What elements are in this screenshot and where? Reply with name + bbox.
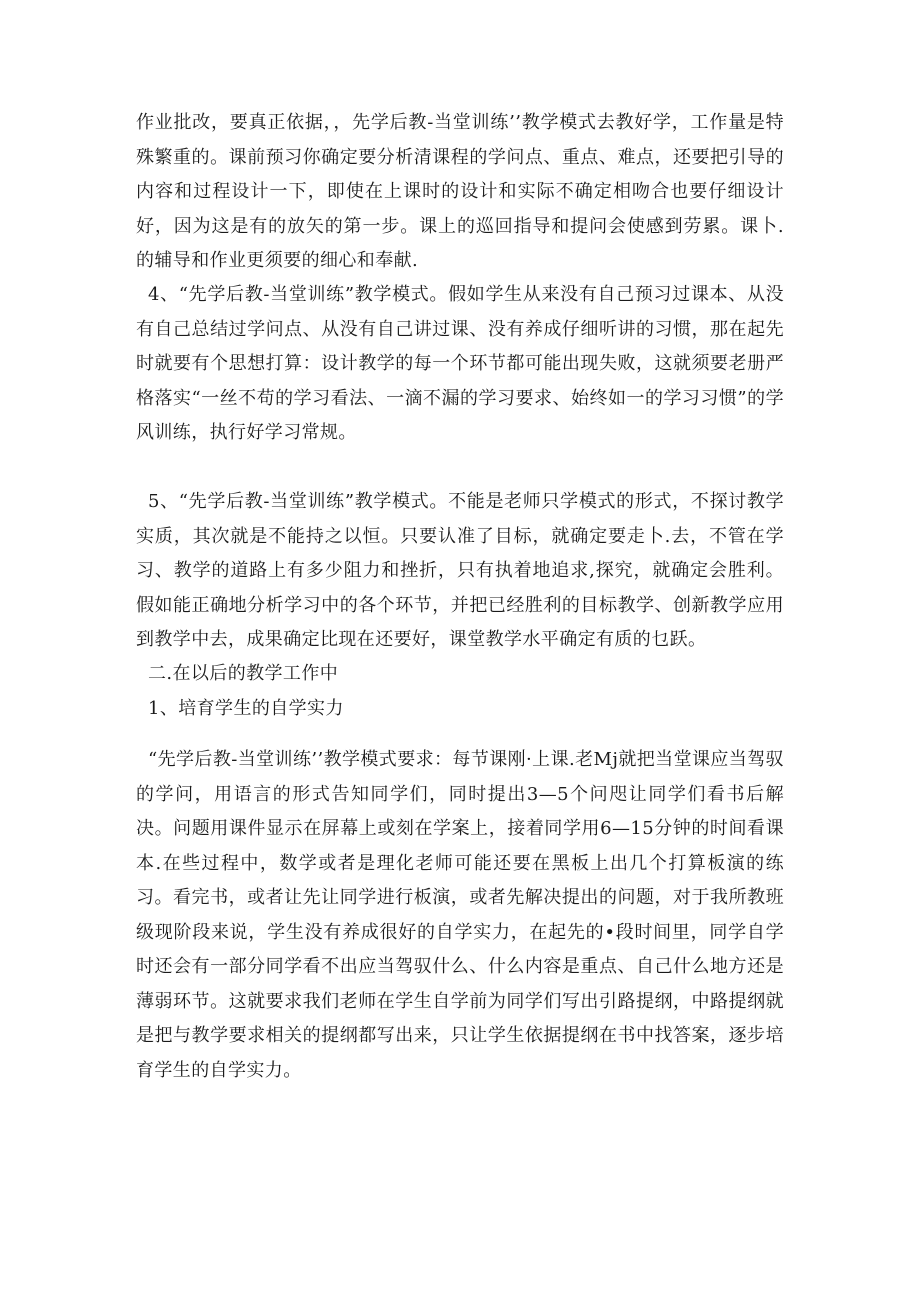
paragraph-point-4: 4、“先学后教-当堂训练”教学模式。假如学生从来没有自己预习过课本、从没有自己总结过学问点、从没有自己讲过课、没有养成仔细听讲的习惯，那在起先时就要有个思想打算：设计教学的每一个环节都可能出现失败，这就须要老册严格落实“一丝不苟的学习看法、一滴不漏的学习要求、始终如一的学习习惯”的学风训练，执行好学习常规。	[136, 284, 784, 443]
paragraph-self-study: “先学后教-当堂训练’’教学模式要求：每节课刚·上课.老Mj就把当堂课应当驾驭的学问，用语言的形式告知同学们，同时提出3—5个问咫让同学们看书后解决。问题用课件显示在屏幕上或刻在学案上，接着同学用6—15分钟的时间看课本.在些过程中，数学或者是理化老师可能还要在黑板上出几个打算板演的练习。看完书，或者让先让同学进行板演，或者先解决提出的问题，对于我所教班级现阶段来说，学生没有养成很好的自学实力，在起先的•段时间里，同学自学时还会有一部分同学看不出应当驾驭什么、什么内容是重点、自己什么地方还是薄弱环节。这就要求我们老师在学生自学前为同学们写出引路提纲，中路提纲就是把与教学要求相关的提纲都写出来，只让学生依据提纲在书中找答案，逐步培育学生的自学实力。	[136, 749, 784, 1081]
paragraph-workload: 作业批改，要真正依据，，先学后教-当堂训练’’教学模式去教好学，工作量是特殊繁重的。课前预习你确定要分析清课程的学问点、重点、难点，还要把引导的内容和过程设计一下，即使在上课时的设计和实际不确定相吻合也要仔细设计好，因为这是有的放矢的第一步。课上的巡回指导和提问会使感到劳累。课卜.的辅导和作业更须要的细心和奉献.	[136, 112, 784, 271]
subsection-heading-1: 1、培育学生的自学实力	[148, 698, 344, 719]
section-heading-2: 二.在以后的教学工作中	[148, 663, 339, 684]
paragraph-point-5: 5、“先学后教-当堂训练”教学模式。不能是老师只学模式的形式，不探讨教学实质，其次就是不能持之以恒。只要认准了目标，就确定要走卜.去，不管在学习、教学的道路上有多少阻力和挫折，只有执着地追求,探究，就确定会胜利。假如能正确地分析学习中的各个环节，并把已经胜利的目标教学、创新教学应用到教学中去，成果确定比现在还要好，课堂教学水平确定有质的乜跃。	[136, 491, 784, 650]
